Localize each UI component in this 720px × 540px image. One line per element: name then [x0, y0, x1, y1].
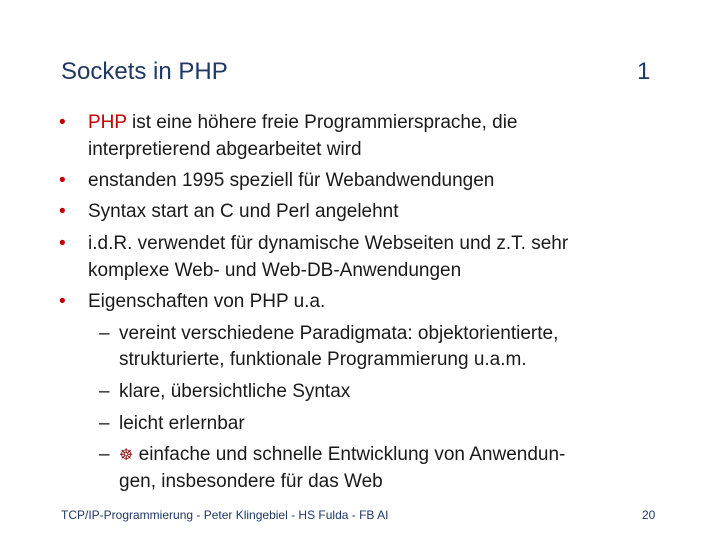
subbullet-3: leicht erlernbar — [119, 413, 245, 434]
footer-text: TCP/IP-Programmierung - Peter Klingebiel - HS Fulda - FB AI — [61, 508, 389, 522]
subbullet-1-line-1: vereint verschiedene Paradigmata: objektorientierte, — [119, 323, 559, 344]
subbullet-4-line-2: gen, insbesondere für das Web — [119, 471, 383, 492]
subbullet-1-line-2: strukturierte, funktionale Programmierung u.a.m. — [119, 349, 527, 370]
slide-number: 1 — [637, 58, 651, 85]
subbullet-4-text: einfache und schnelle Entwicklung von Anwendun- — [138, 444, 566, 465]
bullet-marker: • — [59, 291, 66, 312]
dash-marker: – — [99, 381, 110, 402]
subbullet-4-line-1 — [119, 444, 565, 467]
page-number: 20 — [642, 508, 656, 522]
bullet-3: Syntax start an C und Perl angelehnt — [88, 201, 399, 222]
bullet-marker: • — [59, 233, 66, 254]
bullet-marker: • — [59, 170, 66, 191]
bullet-1-line-2: interpretierend abgearbeitet wird — [88, 139, 362, 160]
dash-marker: – — [99, 413, 110, 434]
php-highlight: PHP — [88, 112, 127, 133]
subbullet-2: klare, übersichtliche Syntax — [119, 381, 351, 402]
dash-marker: – — [99, 444, 110, 465]
bullet-marker: • — [59, 112, 66, 133]
bullet-2: enstanden 1995 speziell für Webandwendungen — [88, 170, 495, 191]
bullet-marker: • — [59, 201, 66, 222]
dash-marker: – — [99, 323, 110, 344]
bullet-4-line-2: komplexe Web- und Web-DB-Anwendungen — [88, 260, 462, 281]
bullet-1-line-1 — [88, 112, 517, 134]
bullet-5: Eigenschaften von PHP u.a. — [88, 291, 326, 312]
bullet-4-line-1: i.d.R. verwendet für dynamische Webseiten und z.T. sehr — [88, 233, 569, 254]
gear-icon: ☸ — [119, 447, 134, 464]
bullet-1-text: ist eine höhere freie Programmiersprache, die — [126, 112, 518, 133]
slide-title: Sockets in PHP — [61, 58, 228, 85]
